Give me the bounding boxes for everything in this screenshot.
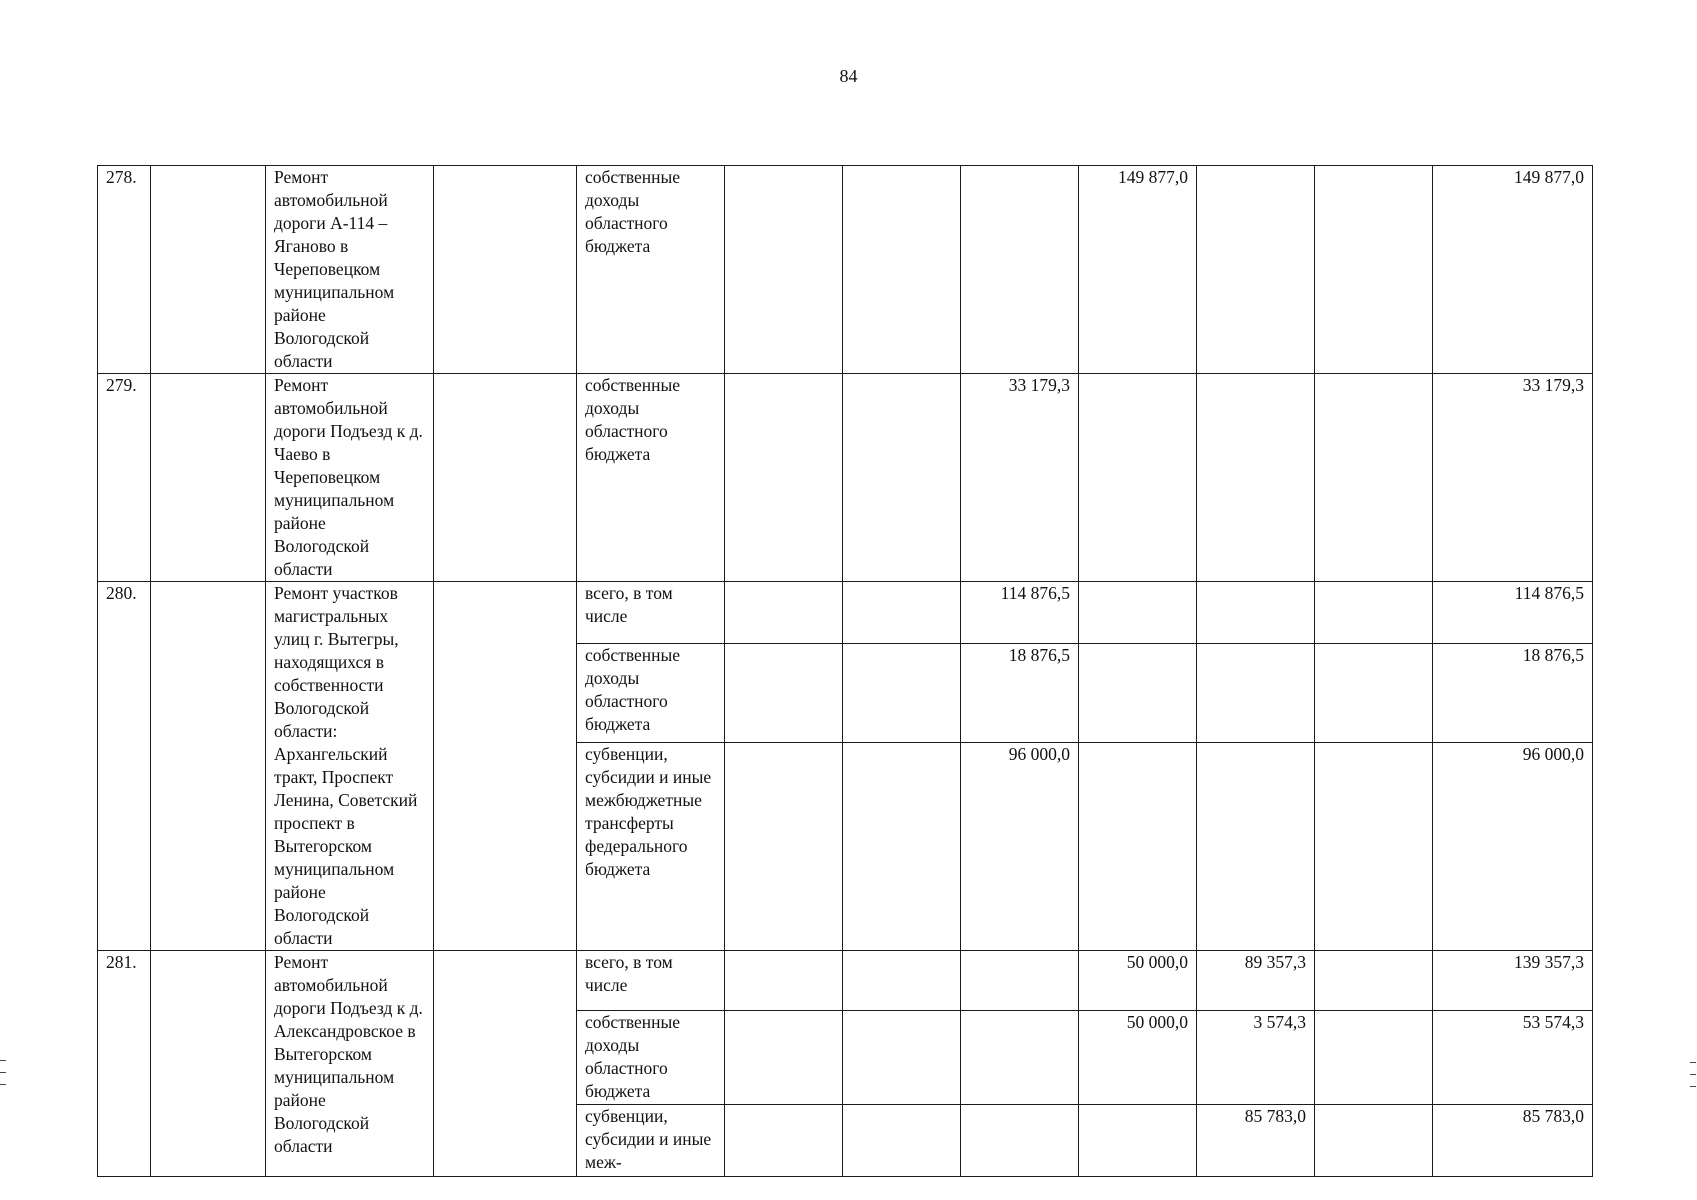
value-cell <box>725 582 843 644</box>
value-cell <box>1197 166 1315 374</box>
total-cell: 149 877,0 <box>1433 166 1593 374</box>
value-cell: 50 000,0 <box>1079 1011 1197 1105</box>
funding-source: собственные доходы областного бюджета <box>577 1011 725 1105</box>
empty-cell <box>434 951 577 1177</box>
value-cell <box>1315 582 1433 644</box>
funding-source: собственные доходы областного бюджета <box>577 374 725 582</box>
value-cell: 149 877,0 <box>1079 166 1197 374</box>
value-cell: 18 876,5 <box>961 643 1079 743</box>
row-number: 279. <box>98 374 151 582</box>
value-cell <box>725 743 843 951</box>
value-cell <box>961 166 1079 374</box>
empty-cell <box>434 374 577 582</box>
total-cell: 33 179,3 <box>1433 374 1593 582</box>
funding-source: собственные доходы областного бюджета <box>577 166 725 374</box>
scan-artifact <box>0 1060 6 1061</box>
total-cell: 85 783,0 <box>1433 1105 1593 1177</box>
scan-artifact <box>1690 1074 1696 1075</box>
funding-source: субвенции, субсидии и иные меж- <box>577 1105 725 1177</box>
value-cell <box>843 582 961 644</box>
value-cell <box>1079 743 1197 951</box>
table-row <box>98 582 1593 644</box>
value-cell <box>843 1105 961 1177</box>
row-number: 278. <box>98 166 151 374</box>
value-cell: 3 574,3 <box>1197 1011 1315 1105</box>
value-cell <box>1197 743 1315 951</box>
total-cell: 96 000,0 <box>1433 743 1593 951</box>
value-cell: 33 179,3 <box>961 374 1079 582</box>
total-cell: 53 574,3 <box>1433 1011 1593 1105</box>
value-cell <box>1315 643 1433 743</box>
empty-cell <box>151 166 266 374</box>
value-cell <box>843 166 961 374</box>
value-cell <box>1315 374 1433 582</box>
object-description: Ремонт автомобильной дороги Подъезд к д. Чаево в Череповецком муниципальном районе Вологодской области <box>266 374 434 582</box>
scan-artifact <box>0 1072 6 1073</box>
value-cell: 85 783,0 <box>1197 1105 1315 1177</box>
object-description: Ремонт автомобильной дороги Подъезд к д. Александровское в Вытегорском муниципальном районе Вологодской области <box>266 951 434 1177</box>
value-cell <box>1079 1105 1197 1177</box>
value-cell <box>1079 374 1197 582</box>
value-cell <box>1315 1011 1433 1105</box>
funding-source: всего, в том числе <box>577 951 725 1011</box>
budget-table <box>97 165 1593 1177</box>
empty-cell <box>434 582 577 951</box>
total-cell: 18 876,5 <box>1433 643 1593 743</box>
value-cell: 114 876,5 <box>961 582 1079 644</box>
value-cell <box>1315 743 1433 951</box>
object-description: Ремонт автомобильной дороги А-114 – Яганово в Череповецком муниципальном районе Вологодской области <box>266 166 434 374</box>
total-cell: 139 357,3 <box>1433 951 1593 1011</box>
empty-cell <box>151 582 266 951</box>
value-cell <box>843 743 961 951</box>
empty-cell <box>151 374 266 582</box>
value-cell <box>843 374 961 582</box>
table-row <box>98 951 1593 1011</box>
value-cell <box>725 643 843 743</box>
value-cell: 89 357,3 <box>1197 951 1315 1011</box>
value-cell <box>1197 643 1315 743</box>
value-cell <box>1079 643 1197 743</box>
value-cell <box>1315 166 1433 374</box>
value-cell <box>843 643 961 743</box>
object-description: Ремонт участков магистральных улиц г. Вытегры, находящихся в собственности Вологодской области: Архангельский тракт, Проспект Ленина, Советский проспект в Вытегорском муниципальном районе Вологодской области <box>266 582 434 951</box>
total-cell: 114 876,5 <box>1433 582 1593 644</box>
value-cell <box>1197 582 1315 644</box>
value-cell <box>725 1105 843 1177</box>
value-cell <box>961 951 1079 1011</box>
empty-cell <box>434 166 577 374</box>
row-number: 280. <box>98 582 151 951</box>
scan-artifact <box>1690 1086 1696 1087</box>
value-cell <box>725 951 843 1011</box>
table-row <box>98 166 1593 374</box>
value-cell <box>725 166 843 374</box>
funding-source: собственные доходы областного бюджета <box>577 643 725 743</box>
value-cell <box>843 951 961 1011</box>
funding-source: всего, в том числе <box>577 582 725 644</box>
value-cell <box>725 374 843 582</box>
funding-source: субвенции, субсидии и иные межбюджетные трансферты федерального бюджета <box>577 743 725 951</box>
table-row <box>98 374 1593 582</box>
scan-artifact <box>0 1084 6 1085</box>
value-cell <box>1079 582 1197 644</box>
value-cell <box>725 1011 843 1105</box>
value-cell <box>1197 374 1315 582</box>
row-number: 281. <box>98 951 151 1177</box>
value-cell <box>1315 1105 1433 1177</box>
value-cell <box>843 1011 961 1105</box>
value-cell <box>961 1105 1079 1177</box>
empty-cell <box>151 951 266 1177</box>
value-cell: 96 000,0 <box>961 743 1079 951</box>
value-cell: 50 000,0 <box>1079 951 1197 1011</box>
value-cell <box>1315 951 1433 1011</box>
value-cell <box>961 1011 1079 1105</box>
page-number: 84 <box>839 66 858 86</box>
scan-artifact <box>1690 1062 1696 1063</box>
